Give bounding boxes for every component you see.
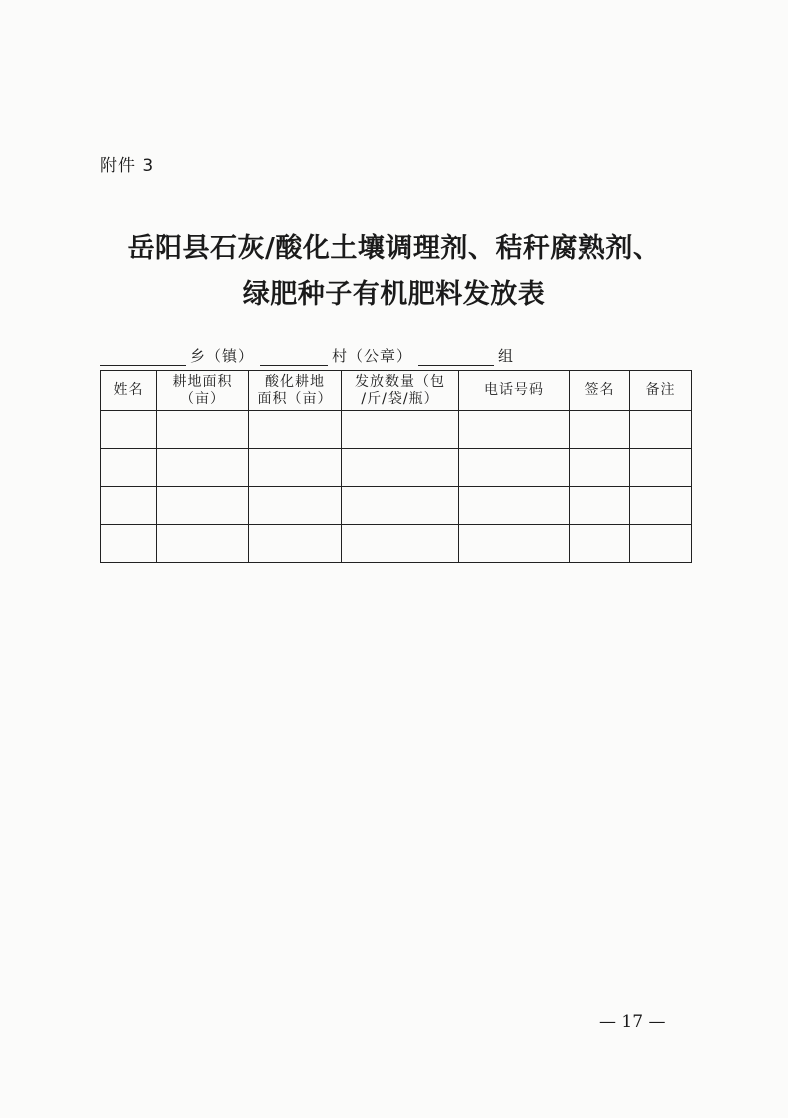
cell-acidified-area[interactable] [249,487,342,525]
group-label: 组 [498,347,515,365]
table-row [101,449,692,487]
cell-phone[interactable] [459,449,570,487]
header-text: 发放数量（包 [355,373,445,390]
header-text-unit: 面积（亩） [257,390,333,407]
header-text: 酸化耕地 [265,373,325,390]
cell-quantity[interactable] [342,525,459,563]
header-farmland-area [157,371,249,411]
header-text: 备注 [645,382,676,398]
group-blank[interactable] [418,347,494,366]
cell-quantity[interactable] [342,449,459,487]
table-row [101,525,692,563]
cell-name[interactable] [101,449,157,487]
cell-acidified-area[interactable] [249,449,342,487]
cell-phone[interactable] [459,411,570,449]
table-row [101,411,692,449]
table-row [101,487,692,525]
cell-name[interactable] [101,525,157,563]
cell-name[interactable] [101,411,157,449]
page-number: — 17 — [599,1012,666,1032]
cell-farmland-area[interactable] [157,487,249,525]
header-text: 耕地面积 [172,373,233,390]
cell-name[interactable] [101,487,157,525]
header-text-unit: /斤/袋/瓶） [361,390,439,407]
cell-remarks[interactable] [630,525,692,563]
header-phone [459,371,570,411]
village-label: 村（公章） [332,347,413,365]
header-acidified-area [249,371,342,411]
document-title-line-1: 岳阳县石灰/酸化土壤调理剂、秸秆腐熟剂、 [127,233,661,264]
header-remarks [630,371,692,411]
cell-remarks[interactable] [630,411,692,449]
cell-farmland-area[interactable] [157,525,249,563]
township-label: 乡（镇） [190,347,255,365]
cell-phone[interactable] [459,525,570,563]
document-title-line-2: 绿肥种子有机肥料发放表 [242,279,546,310]
cell-signature[interactable] [570,487,630,525]
township-blank[interactable] [100,347,186,366]
header-text: 姓名 [113,382,144,398]
cell-remarks[interactable] [630,449,692,487]
distribution-table [100,370,692,563]
header-name [101,371,157,411]
table-header-row [101,371,692,411]
location-fill-line [100,345,692,366]
cell-signature[interactable] [570,449,630,487]
cell-acidified-area[interactable] [249,411,342,449]
header-text: 签名 [584,382,615,398]
cell-acidified-area[interactable] [249,525,342,563]
cell-signature[interactable] [570,525,630,563]
cell-phone[interactable] [459,487,570,525]
cell-remarks[interactable] [630,487,692,525]
cell-quantity[interactable] [342,411,459,449]
cell-farmland-area[interactable] [157,411,249,449]
header-text-unit: （亩） [180,390,225,407]
cell-quantity[interactable] [342,487,459,525]
header-signature [570,371,630,411]
cell-farmland-area[interactable] [157,449,249,487]
attachment-label: 附件 3 [100,156,155,176]
village-blank[interactable] [260,347,328,366]
header-quantity [342,371,459,411]
cell-signature[interactable] [570,411,630,449]
header-text: 电话号码 [484,382,544,398]
